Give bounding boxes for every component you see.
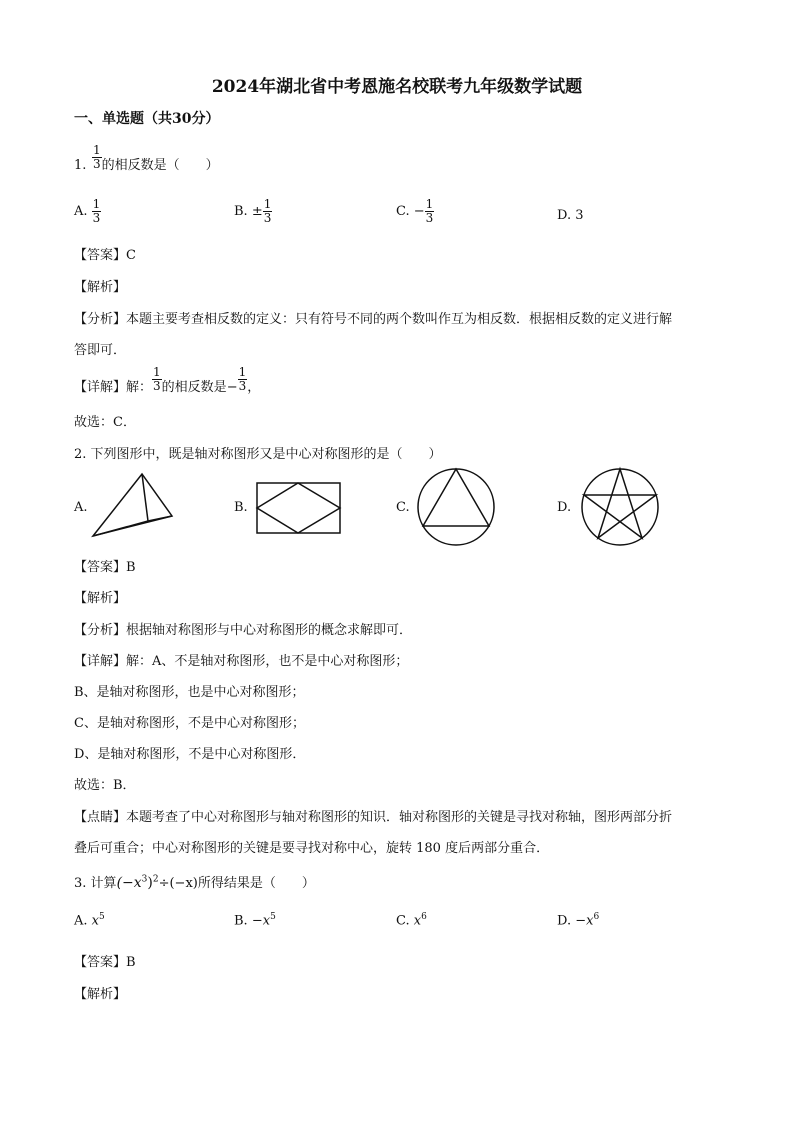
q1-option-d: D. 3 bbox=[557, 208, 584, 223]
q3-option-d: D. $-x^6$ bbox=[557, 912, 600, 929]
q1-answer: 【答案】C bbox=[74, 248, 136, 263]
section-heading: 一、单选题（共30分） bbox=[74, 111, 220, 127]
question-1-stem: 的相反数是（ ） bbox=[101, 158, 219, 173]
q3-option-a: A. $x^5$ bbox=[74, 912, 105, 929]
q2-fenxi: 【分析】根据轴对称图形与中心对称图形的概念求解即可． bbox=[74, 623, 413, 638]
figure-a-triangle bbox=[93, 474, 172, 536]
q2-answer: 【答案】B bbox=[74, 560, 136, 575]
q1-fenxi: 【分析】本题主要考查相反数的定义：只有符号不同的两个数叫作互为相反数．根据相反数的定义进行解 bbox=[74, 312, 673, 327]
q1-option-b: B. ± $\frac{1}{3}$ bbox=[234, 197, 272, 225]
q2-choose: 故选：B． bbox=[74, 778, 136, 793]
q1-option-c: C. − $\frac{1}{3}$ bbox=[396, 197, 434, 225]
q2-label-a: A. bbox=[74, 500, 88, 515]
figure-c-circle-triangle bbox=[418, 469, 494, 545]
q2-detail-c: C、是轴对称图形，不是中心对称图形； bbox=[74, 716, 305, 731]
question-number: 1. bbox=[74, 158, 87, 173]
q2-detail-b: B、是轴对称图形，也是中心对称图形； bbox=[74, 685, 305, 700]
q1-fenxi-cont: 答即可． bbox=[74, 343, 127, 358]
q3-answer: 【答案】B bbox=[74, 955, 136, 970]
q3-option-c: C. $x^6$ bbox=[396, 912, 427, 929]
q1-detail: 【详解】解： $\frac{1}{3}$ 的相反数是− $\frac{1}{3}$ ， bbox=[74, 365, 261, 395]
q2-label-c: C. bbox=[396, 500, 410, 515]
q1-option-a: A. $\frac{1}{3}$ bbox=[74, 197, 101, 225]
q1-choose: 故选：C． bbox=[74, 415, 136, 430]
figure-d-circle-star bbox=[582, 469, 658, 545]
question-2-stem: 2. 下列图形中，既是轴对称图形又是中心对称图形的是（ ） bbox=[74, 447, 442, 462]
question-3-stem: 3. 计算$(-x^3)^2\div(-x)$所得结果是（ ） bbox=[74, 874, 315, 891]
q2-detail-a: 【详解】解：A、不是轴对称图形，也不是中心对称图形； bbox=[74, 654, 409, 669]
q2-analysis-tag: 【解析】 bbox=[74, 591, 127, 606]
q2-dianjing-cont: 叠后可重合；中心对称图形的关键是要寻找对称中心，旋转 180 度后两部分重合． bbox=[74, 841, 550, 856]
page-title: 2024年湖北省中考恩施名校联考九年级数学试题 bbox=[211, 77, 583, 97]
q3-option-b: B. $-x^5$ bbox=[234, 912, 276, 929]
q2-label-d: D. bbox=[557, 500, 572, 515]
figure-b-rectangle-rhombus bbox=[257, 483, 340, 533]
q2-label-b: B. bbox=[234, 500, 248, 515]
q2-dianjing: 【点睛】本题考查了中心对称图形与轴对称图形的知识．轴对称图形的关键是寻找对称轴，图形两部分折 bbox=[74, 810, 673, 825]
q2-detail-d: D、是轴对称图形，不是中心对称图形． bbox=[74, 747, 306, 762]
q3-analysis-tag: 【解析】 bbox=[74, 987, 127, 1002]
question-1-fraction: $\frac{1}{3}$ bbox=[93, 143, 101, 171]
q1-analysis-tag: 【解析】 bbox=[74, 280, 127, 295]
